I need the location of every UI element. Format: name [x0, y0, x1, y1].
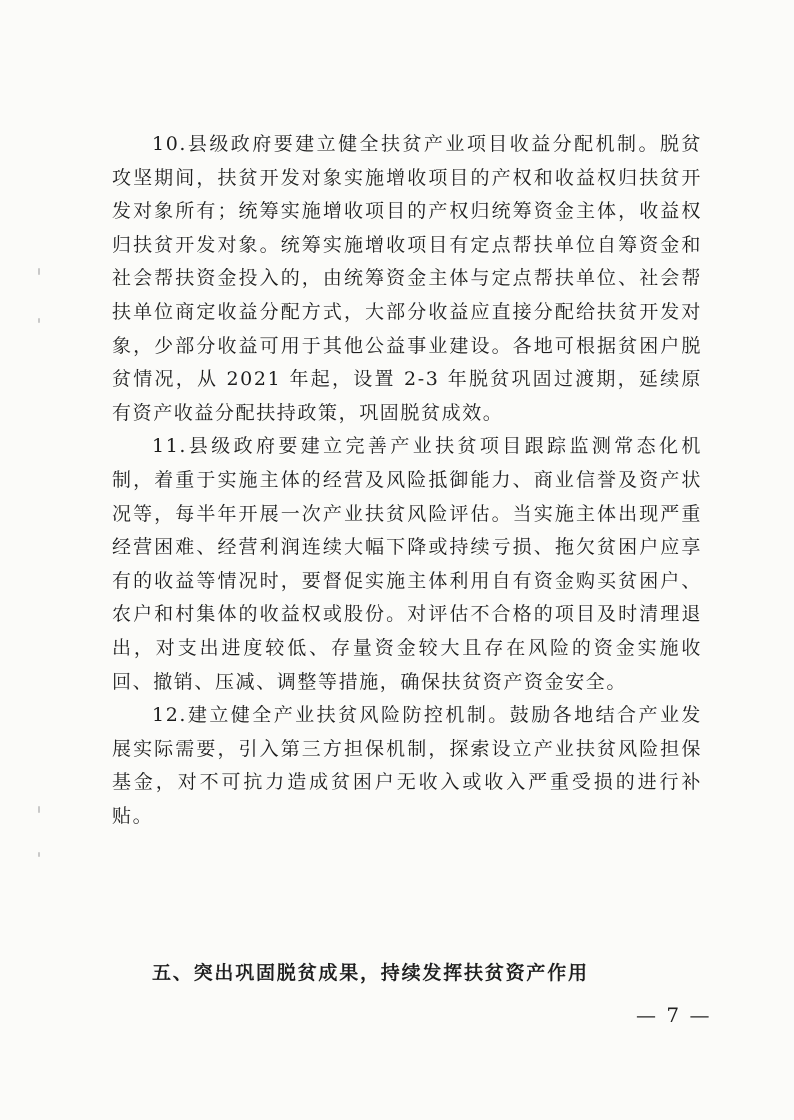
page-number: — 7 — — [636, 1003, 712, 1027]
scan-artifact — [38, 318, 40, 323]
body-text — [112, 128, 702, 833]
paragraph-12: 12.建立健全产业扶贫风险防控机制。鼓励各地结合产业发展实际需要，引入第三方担保机制，探索设立产业扶贫风险担保基金，对不可抗力造成贫困户无收入或收入严重受损的进行补贴。 — [112, 704, 702, 827]
scan-artifact — [38, 852, 40, 857]
section-heading: 五、突出巩固脱贫成果，持续发挥扶贫资产作用 — [152, 962, 589, 984]
paragraph-11: 11.县级政府要建立完善产业扶贫项目跟踪监测常态化机制，着重于实施主体的经营及风险抵御能力、商业信誉及资产状况等，每半年开展一次产业扶贫风险评估。当实施主体出现严重经营困难、经营利润连续大幅下降或持续亏损、拖欠贫困户应享有的收益等情况时，要督促实施主体利用自有资金购买贫困户、农户和村集体的收益权或股份。对评估不合格的项目及时清理退出，对支出进度较低、存量资金较大且存在风险的资金实施收回、撤销、压减、调整等措施，确保扶贫资产资金安全。 — [112, 435, 702, 693]
paragraph-10: 10.县级政府要建立健全扶贫产业项目收益分配机制。脱贫攻坚期间，扶贫开发对象实施增收项目的产权和收益权归扶贫开发对象所有；统筹实施增收项目的产权归统筹资金主体，收益权归扶贫开发对象。统筹实施增收项目有定点帮扶单位自筹资金和社会帮扶资金投入的，由统筹资金主体与定点帮扶单位、社会帮扶单位商定收益分配方式，大部分收益应直接分配给扶贫开发对象，少部分收益可用于其他公益事业建设。各地可根据贫困户脱贫情况，从 2021 年起，设置 2-3 年脱贫巩固过渡期，延续原有资产收益分配扶持政策，巩固脱贫成效。 — [112, 133, 702, 424]
scan-artifact — [38, 806, 40, 813]
scan-artifact — [38, 268, 40, 275]
